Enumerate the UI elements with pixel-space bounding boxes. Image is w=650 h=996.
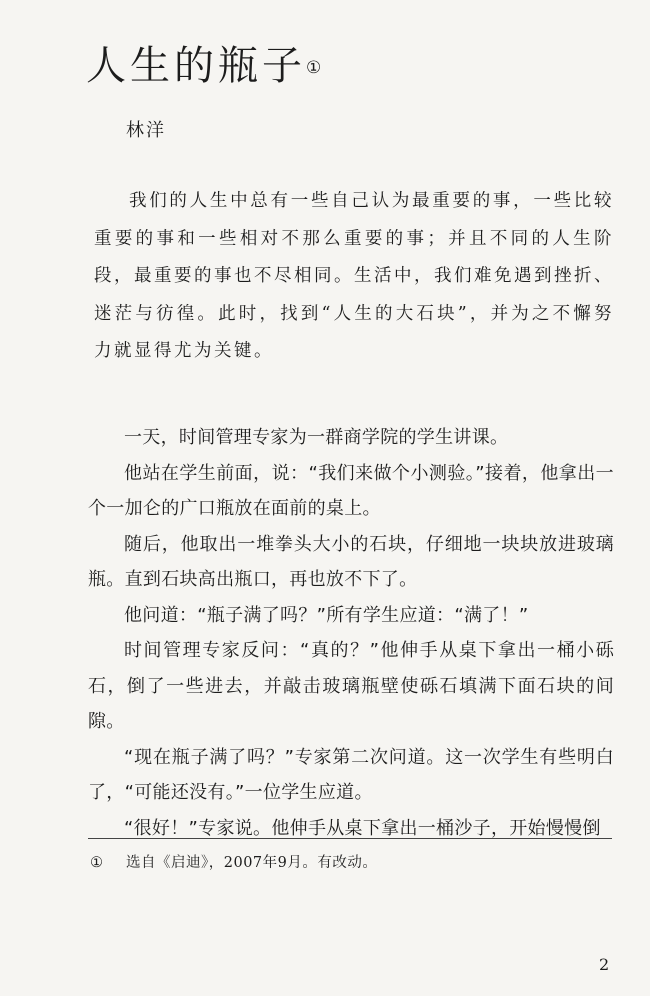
article-body	[88, 420, 614, 846]
footnote-text: 选自《启迪》，2007年9月。有改动。	[126, 855, 378, 871]
body-paragraph-5: 时间管理专家反问：“真的？”他伸手从桌下拿出一桶小砾石，倒了一些进去，并敲击玻璃瓶壁使砾石填满下面石块的间隙。	[88, 640, 614, 732]
body-paragraph-4: 他问道：“瓶子满了吗？”所有学生应道：“满了！”	[124, 604, 529, 626]
intro-section	[94, 183, 614, 371]
intro-paragraph: 我们的人生中总有一些自己认为最重要的事，一些比较重要的事和一些相对不那么重要的事；并且不同的人生阶段，最重要的事也不尽相同。生活中，我们难免遇到挫折、迷茫与彷徨。此时，找到“人生的大石块”，并为之不懈努力就显得尤为关键。	[94, 191, 614, 361]
body-paragraph-1: 一天，时间管理专家为一群商学院的学生讲课。	[124, 427, 509, 448]
body-paragraph-3: 随后，他取出一堆拳头大小的石块，仔细地一块块放进玻璃瓶。直到石块高出瓶口，再也放不下了。	[88, 533, 614, 590]
article-title	[86, 40, 321, 92]
author-name: 林洋	[126, 120, 166, 141]
body-paragraph-6: “现在瓶子满了吗？”专家第二次问道。这一次学生有些明白了，“可能还没有。”一位学生应道。	[88, 746, 614, 803]
title-text: 人生的瓶子	[86, 43, 306, 89]
body-paragraph-7: “很好！”专家说。他伸手从桌下拿出一桶沙子，开始慢慢倒	[124, 817, 601, 839]
footnote-divider	[88, 838, 612, 839]
footnote	[90, 851, 377, 872]
page-number: 2	[599, 955, 610, 974]
title-footnote-mark: ①	[306, 58, 322, 78]
body-paragraph-2: 他站在学生前面，说：“我们来做个小测验。”接着，他拿出一个一加仑的广口瓶放在面前的桌上。	[88, 462, 614, 519]
footnote-mark: ①	[90, 855, 104, 871]
